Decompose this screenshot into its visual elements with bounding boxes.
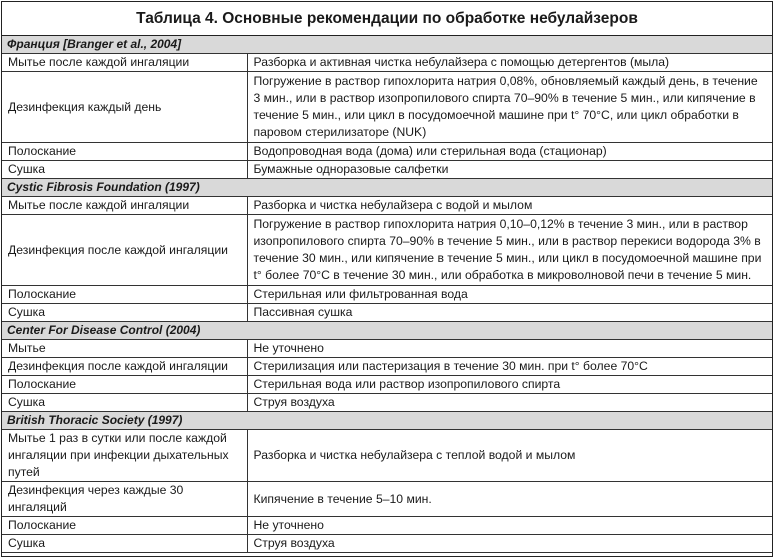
step-cell: Полоскание	[2, 286, 247, 304]
step-cell: Сушка	[2, 304, 247, 322]
recommendation-cell: Бумажные одноразовые салфетки	[247, 161, 772, 179]
step-cell: Сушка	[2, 394, 247, 412]
step-cell: Полоскание	[2, 143, 247, 161]
table-row	[2, 72, 772, 143]
recommendation-cell: Стерильная или фильтрованная вода	[247, 286, 772, 304]
table-row	[2, 376, 772, 394]
step-cell: Сушка	[2, 535, 247, 553]
recommendation-cell: Стерильная вода или раствор изопропилового спирта	[247, 376, 772, 394]
table-row	[2, 482, 772, 517]
table-row	[2, 340, 772, 358]
table-row	[2, 394, 772, 412]
table-row	[2, 304, 772, 322]
section-source: British Thoracic Society (1997)	[2, 412, 772, 430]
recommendation-cell: Погружение в раствор гипохлорита натрия 0,10–0,12% в течение 3 мин., или в раствор изопропилового спирта 70–90% в течение 5 мин., или в раствор перекиси водорода 3% в течение 30 мин., или кипячение в течение 5 мин., или цикл в посудомоечной машине при t° более 70°C в течение 30 мин., или обработка в микроволновой печи в течение 5 мин.	[247, 215, 772, 286]
recommendation-cell: Не уточнено	[247, 517, 772, 535]
table-row	[2, 535, 772, 553]
step-cell: Мытье после каждой ингаляции	[2, 197, 247, 215]
table-row	[2, 286, 772, 304]
recommendation-cell: Разборка и чистка небулайзера с водой и мылом	[247, 197, 772, 215]
section-source: Center For Disease Control (2004)	[2, 322, 772, 340]
step-cell: Сушка	[2, 161, 247, 179]
section-source: Франция [Branger et al., 2004]	[2, 36, 772, 54]
section-header-row	[2, 179, 772, 197]
step-cell: Полоскание	[2, 517, 247, 535]
table-row	[2, 517, 772, 535]
table-row	[2, 54, 772, 72]
table-row	[2, 161, 772, 179]
table-row	[2, 215, 772, 286]
section-header-row	[2, 412, 772, 430]
recommendation-cell: Погружение в раствор гипохлорита натрия 0,08%, обновляемый каждый день, в течение 3 мин., или в раствор изопропилового спирта 70–90% в течение 5 мин., или кипячение в течение 5 мин., или цикл в посудомоечной машине при t° 70°C, или цикл обработки в паровом стерилизаторе (NUK)	[247, 72, 772, 143]
section-header-row	[2, 36, 772, 54]
table-row	[2, 143, 772, 161]
step-cell: Мытье после каждой ингаляции	[2, 54, 247, 72]
table-row	[2, 358, 772, 376]
step-cell: Мытье	[2, 340, 247, 358]
step-cell: Дезинфекция после каждой ингаляции	[2, 215, 247, 286]
recommendation-cell: Пассивная сушка	[247, 304, 772, 322]
table-row	[2, 430, 772, 482]
recommendation-cell: Стерилизация или пастеризация в течение 30 мин. при t° более 70°C	[247, 358, 772, 376]
section-header-row	[2, 322, 772, 340]
recommendation-cell: Разборка и активная чистка небулайзера с помощью детергентов (мыла)	[247, 54, 772, 72]
recommendation-cell: Не уточнено	[247, 340, 772, 358]
recommendation-cell: Водопроводная вода (дома) или стерильная вода (стационар)	[247, 143, 772, 161]
table-row	[2, 197, 772, 215]
recommendations-table	[2, 36, 772, 553]
recommendation-cell: Кипячение в течение 5–10 мин.	[247, 482, 772, 517]
recommendations-table-card	[1, 1, 773, 557]
section-source: Cystic Fibrosis Foundation (1997)	[2, 179, 772, 197]
step-cell: Дезинфекция после каждой ингаляции	[2, 358, 247, 376]
step-cell: Дезинфекция через каждые 30 ингаляций	[2, 482, 247, 517]
recommendation-cell: Струя воздуха	[247, 535, 772, 553]
step-cell: Полоскание	[2, 376, 247, 394]
table-title: Таблица 4. Основные рекомендации по обработке небулайзеров	[2, 2, 772, 36]
recommendation-cell: Разборка и чистка небулайзера с теплой водой и мылом	[247, 430, 772, 482]
step-cell: Дезинфекция каждый день	[2, 72, 247, 143]
recommendation-cell: Струя воздуха	[247, 394, 772, 412]
step-cell: Мытье 1 раз в сутки или после каждой ингаляции при инфекции дыхательных путей	[2, 430, 247, 482]
